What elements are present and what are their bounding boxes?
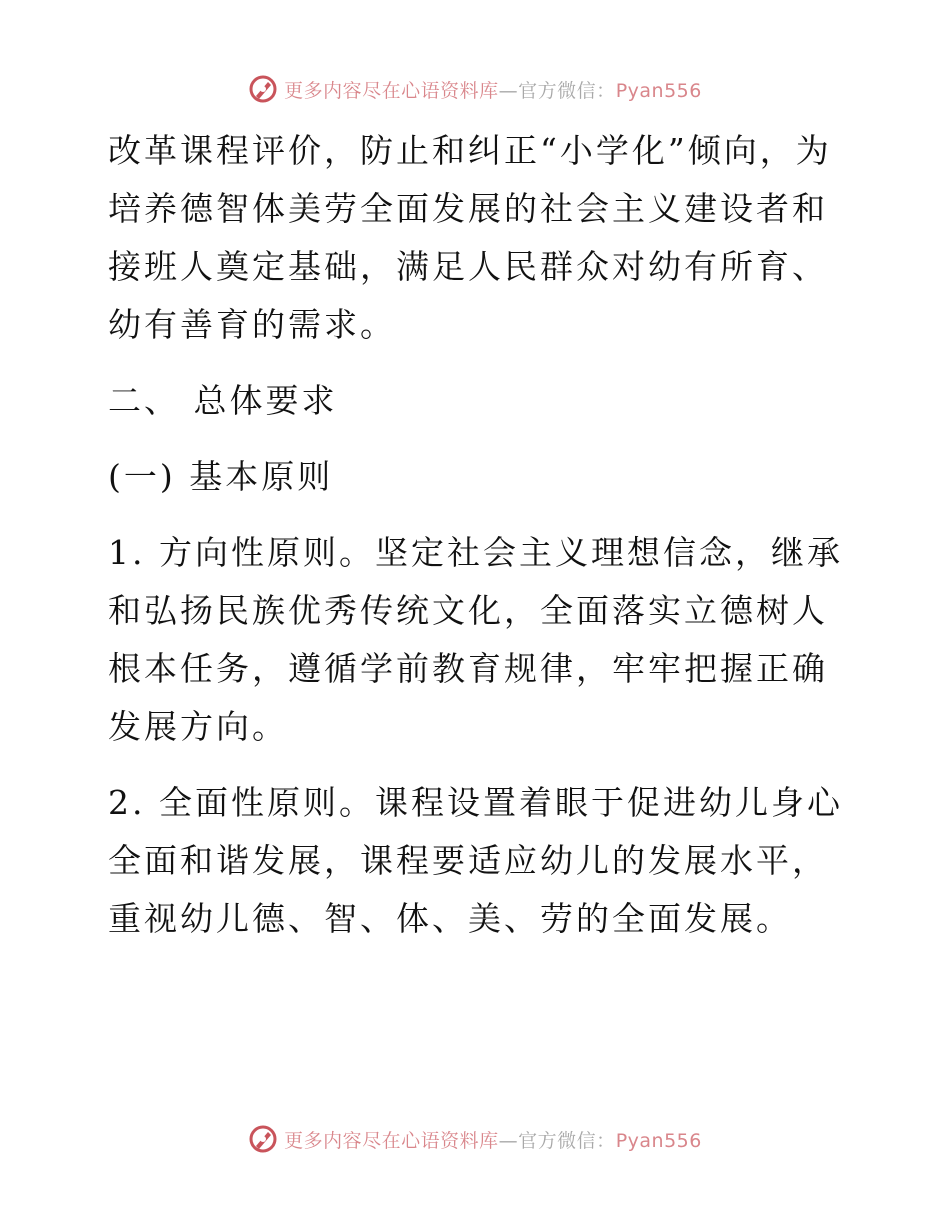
- paragraph-principle-comprehensive: 2. 全面性原则。课程设置着眼于促进幼儿身心全面和谐发展，课程要适应幼儿的发展水平，重视幼儿德、智、体、美、劳的全面发展。: [108, 783, 843, 938]
- document-body: [98, 122, 858, 948]
- watermark-dash: —官方微信：: [498, 79, 616, 102]
- paragraph-principle-direction: 1. 方向性原则。坚定社会主义理想信念，继承和弘扬民族优秀传统文化，全面落实立德树人根本任务，遵循学前教育规律，牢牢把握正确 发展方向。: [108, 533, 843, 746]
- header-watermark: [0, 74, 950, 104]
- pen-logo-icon: [248, 1124, 278, 1154]
- watermark-id: Pyan556: [615, 1129, 702, 1152]
- watermark-main: 更多内容尽在心语资料库: [284, 79, 499, 102]
- footer-watermark: [0, 1124, 950, 1154]
- paragraph-intro: 改革课程评价，防止和纠正“小学化”倾向，为培养德智体美劳全面发展的社会主义建设者和接班人奠定基础，满足人民群众对幼有所育、幼有善育的需求。: [108, 131, 832, 344]
- watermark-text: [284, 76, 702, 103]
- watermark-id: Pyan556: [615, 79, 702, 102]
- section-title-general-requirements: 二、 总体要求: [108, 381, 338, 420]
- watermark-text: [284, 1126, 702, 1153]
- subsection-title-basic-principles: (一) 基本原则: [108, 457, 334, 496]
- watermark-main: 更多内容尽在心语资料库: [284, 1129, 499, 1152]
- pen-logo-icon: [248, 74, 278, 104]
- watermark-dash: —官方微信：: [498, 1129, 616, 1152]
